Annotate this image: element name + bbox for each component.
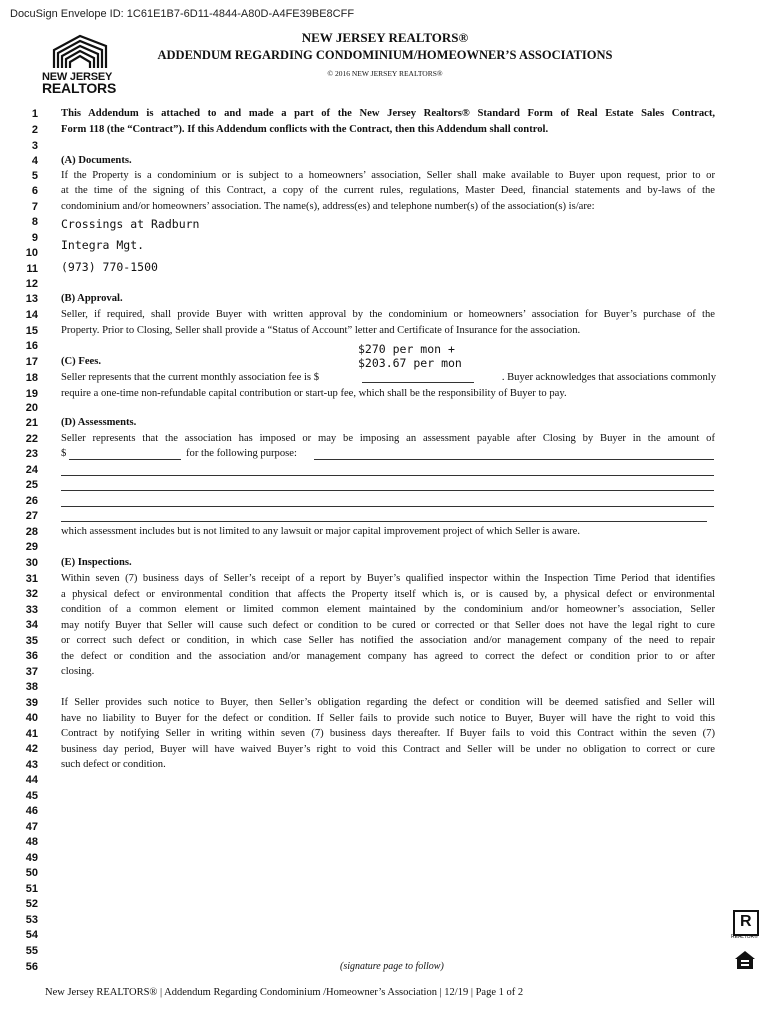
- fees-line-2: require a one-time non-refundable capital contribution or start-up fee, which shall be the responsibility of Buyer to pay.: [61, 388, 567, 399]
- approval-line-2: Property. Prior to Closing, Seller shall provide a “Status of Account” letter and Certificate of Insurance for the association.: [61, 325, 581, 336]
- copyright: © 2016 NEW JERSEY REALTORS®: [327, 69, 443, 78]
- line-number: 19: [25, 388, 38, 400]
- line-number: 40: [25, 712, 38, 724]
- inspections-line: or correct such defect or condition, in which case Seller has notified the association and/or management company of the need to repair: [61, 635, 715, 646]
- line-number: 38: [25, 681, 38, 693]
- line-number: 2: [31, 124, 38, 136]
- realtor-logo-icon: [733, 910, 759, 936]
- line-number: 26: [25, 495, 38, 507]
- assessments-line-1: Seller represents that the association has imposed or may be imposing an assessment payable after Closing by Buyer in the amount of: [61, 433, 715, 444]
- line-number: 32: [25, 588, 38, 600]
- documents-line-2: at the time of the signing of this Contract, a copy of the current rules, regulations, Master Deed, financial statements and by-laws of the: [61, 185, 715, 196]
- line-number: 10: [25, 247, 38, 259]
- doc-title: NEW JERSEY REALTORS®: [301, 30, 469, 45]
- assessment-purpose-blank-2[interactable]: [61, 475, 714, 476]
- inspections-line: have no liability to Buyer for the defect or condition. If Seller fails to provide such notice to Buyer, Buyer will have the right to void this: [61, 712, 715, 724]
- line-number: 34: [25, 619, 38, 631]
- assessment-purpose-blank-3[interactable]: [61, 490, 714, 491]
- line-number: 46: [25, 805, 38, 817]
- inspections-line: If Seller provides such notice to Buyer, then Seller’s obligation regarding the defect or condition will be deemed satisfied and Seller will: [61, 697, 715, 708]
- inspections-line: Contract by notifying Seller in writing within seven (7) business days thereafter. If Buyer fails to void this Contract within the seven (7): [61, 728, 715, 739]
- line-number: 45: [25, 790, 38, 802]
- line-number: 22: [25, 433, 38, 445]
- line-number: 21: [25, 417, 38, 429]
- inspections-line: Within seven (7) business days of Seller’s receipt of a report by Buyer’s qualified inspector within the Inspection Time Period that identifies: [61, 573, 715, 584]
- line-number: 56: [25, 961, 38, 973]
- line-number: 51: [25, 883, 38, 895]
- line-number: 27: [25, 510, 38, 522]
- line-number: 31: [25, 573, 38, 585]
- section-d-heading: (D) Assessments.: [61, 417, 137, 428]
- signature-page-note: (signature page to follow): [340, 961, 444, 972]
- page-footer: New Jersey REALTORS® | Addendum Regarding Condominium /Homeowner’s Association | 12/19 | Page 1 of 2: [45, 987, 524, 998]
- assessments-purpose-label: for the following purpose:: [186, 448, 297, 459]
- section-a-heading: (A) Documents.: [61, 155, 132, 166]
- line-number: 30: [25, 557, 38, 569]
- line-number: 54: [25, 929, 38, 941]
- line-number: 29: [25, 541, 38, 553]
- line-number: 44: [25, 774, 38, 786]
- docusign-envelope-id: DocuSign Envelope ID: 1C61E1B7-6D11-4844-A80D-A4FE39BE8CFF: [10, 8, 355, 20]
- assessment-purpose-blank-5[interactable]: [61, 521, 707, 522]
- line-number: 15: [25, 325, 38, 337]
- association-phone-field[interactable]: (973) 770-1500: [61, 260, 158, 274]
- line-number: 17: [25, 356, 38, 368]
- line-number: 48: [25, 836, 38, 848]
- line-number: 8: [31, 216, 38, 228]
- assessments-line-6: which assessment includes but is not limited to any lawsuit or major capital improvement project of which Seller is aware.: [61, 526, 580, 537]
- line-number: 47: [25, 821, 38, 833]
- line-number: 55: [25, 945, 38, 957]
- line-number: 42: [25, 743, 38, 755]
- line-number: 9: [31, 232, 38, 244]
- line-number: 52: [25, 898, 38, 910]
- fees-line-1a: Seller represents that the current monthly association fee is $: [61, 372, 319, 383]
- inspections-line: closing.: [61, 666, 95, 677]
- inspections-line: a physical defect or environmental condition that affects the Property itself which is, or is caused by, a physical defect or environmental: [61, 588, 715, 600]
- fees-line-1b: . Buyer acknowledges that associations commonly: [501, 372, 716, 383]
- line-number: 23: [25, 448, 38, 460]
- line-number: 20: [25, 402, 38, 414]
- section-c-heading: (C) Fees.: [61, 356, 102, 367]
- line-number: 41: [25, 728, 38, 740]
- line-number: 4: [31, 155, 38, 167]
- line-number: 16: [25, 340, 38, 352]
- line-number: 33: [25, 604, 38, 616]
- line-number: 1: [31, 108, 38, 120]
- section-e-heading: (E) Inspections.: [61, 557, 132, 568]
- association-mgmt-field[interactable]: Integra Mgt.: [61, 238, 145, 252]
- line-number: 53: [25, 914, 38, 926]
- line-number: 18: [25, 372, 38, 384]
- inspections-line: the defect or condition and the association and/or management company has agreed to correct the defect or condition prior to or after: [61, 650, 715, 662]
- documents-line-3: condominium and/or homeowners’ association. The name(s), address(es) and telephone number(s) of the association(s) is/are:: [61, 201, 595, 212]
- line-number: 24: [25, 464, 38, 476]
- intro-line-1: This Addendum is attached to and made a part of the New Jersey Realtors® Standard Form of Real Estate Sales Contract,: [61, 108, 715, 119]
- line-number: 13: [25, 293, 38, 305]
- assessment-dollar: $: [61, 448, 67, 459]
- documents-line-1: If the Property is a condominium or is subject to a homeowners’ association, Seller shall make available to Buyer upon request, prior to or: [61, 170, 715, 181]
- inspections-line: may notify Buyer that Seller will cause such defect or condition to be cured or corrected or that Seller does not have the legal right to cure: [61, 619, 715, 631]
- line-number: 11: [26, 263, 38, 275]
- equal-housing-icon: [733, 948, 757, 972]
- logo-line2: REALTORS: [42, 80, 117, 96]
- assessment-purpose-blank[interactable]: [314, 459, 714, 460]
- line-number: 49: [25, 852, 38, 864]
- realtor-small-label: REALTOR®: [731, 934, 758, 940]
- line-number: 50: [25, 867, 38, 879]
- line-number: 39: [25, 697, 38, 709]
- line-number: 14: [25, 309, 38, 321]
- approval-line-1: Seller, if required, shall provide Buyer with written approval by the condominium or homeowners’ association for Buyer’s purchase of the: [61, 309, 715, 320]
- line-number: 36: [25, 650, 38, 662]
- monthly-fee-blank: [362, 382, 474, 383]
- assessment-purpose-blank-4[interactable]: [61, 506, 714, 507]
- line-number: 35: [25, 635, 38, 647]
- line-number: 6: [31, 185, 38, 197]
- assessment-amount-blank[interactable]: [69, 459, 181, 460]
- monthly-fee-field-line1[interactable]: $270 per mon +: [358, 342, 455, 356]
- line-number: 25: [25, 479, 38, 491]
- inspections-line: business day period, Buyer will have waived Buyer’s right to void this Contract and Seller will be under no obligation to correct or cure: [61, 743, 715, 755]
- line-number: 5: [31, 170, 38, 182]
- monthly-fee-field-line2[interactable]: $203.67 per mon: [358, 356, 462, 370]
- realtor-letter: R: [740, 913, 752, 930]
- line-number: 7: [31, 201, 38, 213]
- association-name-field[interactable]: Crossings at Radburn: [61, 217, 200, 231]
- doc-subtitle: ADDENDUM REGARDING CONDOMINIUM/HOMEOWNER’S ASSOCIATIONS: [157, 48, 613, 62]
- line-number: 37: [25, 666, 38, 678]
- inspections-line: such defect or condition.: [61, 759, 166, 770]
- section-b-heading: (B) Approval.: [61, 293, 123, 304]
- intro-line-2: Form 118 (the “Contract”). If this Addendum conflicts with the Contract, then this Addendum shall control.: [61, 124, 549, 135]
- line-number: 3: [31, 140, 38, 152]
- line-number: 43: [25, 759, 38, 771]
- logo-line1: NEW JERSEY: [42, 71, 113, 83]
- line-number: 12: [25, 278, 38, 290]
- inspections-line: condition of a common element or limited common element maintained by the condominium and/or homeowner’s association, Seller: [61, 604, 715, 615]
- line-number: 28: [25, 526, 38, 538]
